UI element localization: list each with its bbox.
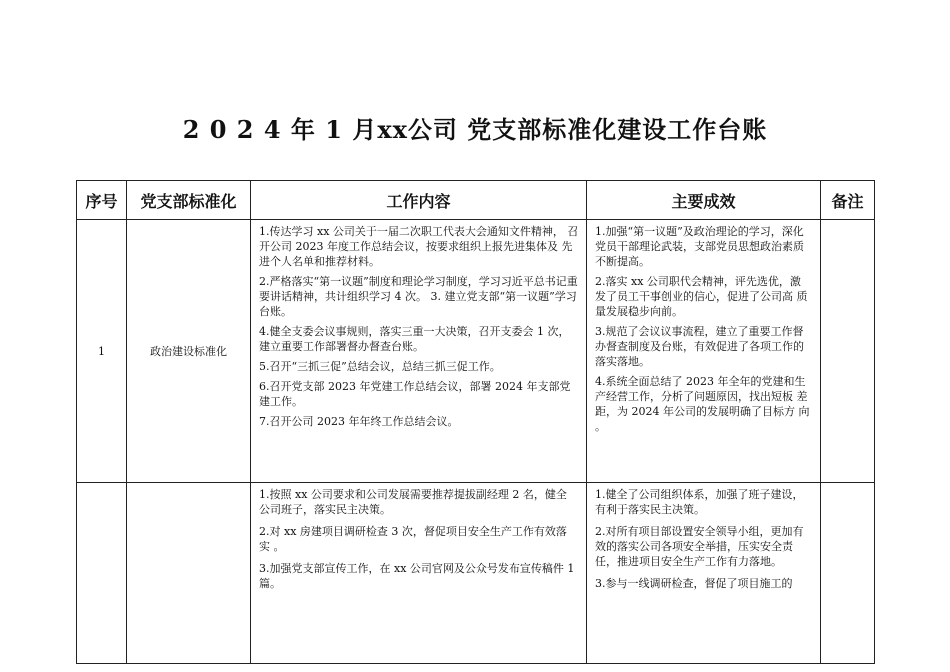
row-content [251,220,587,483]
table-row [77,220,875,483]
header-content: 工作内容 [251,181,587,220]
row-results [587,483,821,664]
result-item: 2.对所有项目部设置安全领导小组，更加有效的落实公司各项安全举措，压实安全责任，推进项目安全生产工作有力落地。 [595,525,804,568]
row-index [77,483,127,664]
table-row [77,483,875,664]
result-item: 3.参与一线调研检查，督促了项目施工的 [595,577,793,590]
header-row [77,181,875,220]
header-notes: 备注 [821,181,875,220]
row-content [251,483,587,664]
content-item: 2.严格落实“第一议题”制度和理论学习制度，学习习近平总书记重要讲话精神，共计组织学习 4 次。 3. 建立党支部“第一议题”学习台账。 [259,275,578,318]
content-item: 3.加强党支部宣传工作，在 xx 公司官网及公众号发布宣传稿件 1 篇。 [259,562,575,590]
row-standard: 政治建设标准化 [127,220,251,483]
row-standard [127,483,251,664]
content-item: 7.召开公司 2023 年年终工作总结会议。 [259,415,459,428]
result-item: 3.规范了会议议事流程，建立了重要工作督办督查制度及台账，有效促进了各项工作的落实落地。 [595,325,804,368]
header-standard: 党支部标准化 [127,181,251,220]
row-index: 1 [77,220,127,483]
result-item: 2.落实 xx 公司职代会精神，评先选优，激 发了员工干事创业的信心，促进了公司高 质量发展稳步向前。 [595,275,808,318]
document-title: 2 0 2 4 年 1 月xx公司 党支部标准化建设工作台账 [182,115,768,144]
result-item: 1.加强“第一议题”及政治理论的学习，深化党员干部理论武装，支部党员思想政治素质不断提高。 [595,225,804,268]
ledger-table [76,180,875,664]
content-item: 2.对 xx 房建项目调研检查 3 次，督促项目安全生产工作有效落 实 。 [259,525,567,553]
content-item: 1.按照 xx 公司要求和公司发展需要推荐提拔副经理 2 名，健全 公司班子，落实民主决策。 [259,488,567,516]
row-notes [821,483,875,664]
content-item: 5.召开“三抓三促”总结会议，总结三抓三促工作。 [259,360,501,373]
row-results [587,220,821,483]
content-item: 6.召开党支部 2023 年党建工作总结会议，部署 2024 年支部党 建工作。 [259,380,571,408]
row-notes [821,220,875,483]
header-results: 主要成效 [587,181,821,220]
header-index: 序号 [77,181,127,220]
result-item: 1.健全了公司组织体系，加强了班子建设，有利于落实民主决策。 [595,488,804,516]
result-item: 4.系统全面总结了 2023 年全年的党建和生 产经营工作，分析了问题原因，找出短板 差距，为 2024 年公司的发展明确了目标方 向 。 [595,375,810,433]
content-item: 1.传达学习 xx 公司关于一届二次职工代表大会通知文件精神， 召开公司 2023 年度工作总结会议，按要求组织上报先进集体及 先进个人名单和推荐材料。 [259,225,579,268]
content-item: 4.健全支委会议事规则，落实三重一大决策，召开支委会 1 次， 建立重要工作部署督办督查台账。 [259,325,570,353]
